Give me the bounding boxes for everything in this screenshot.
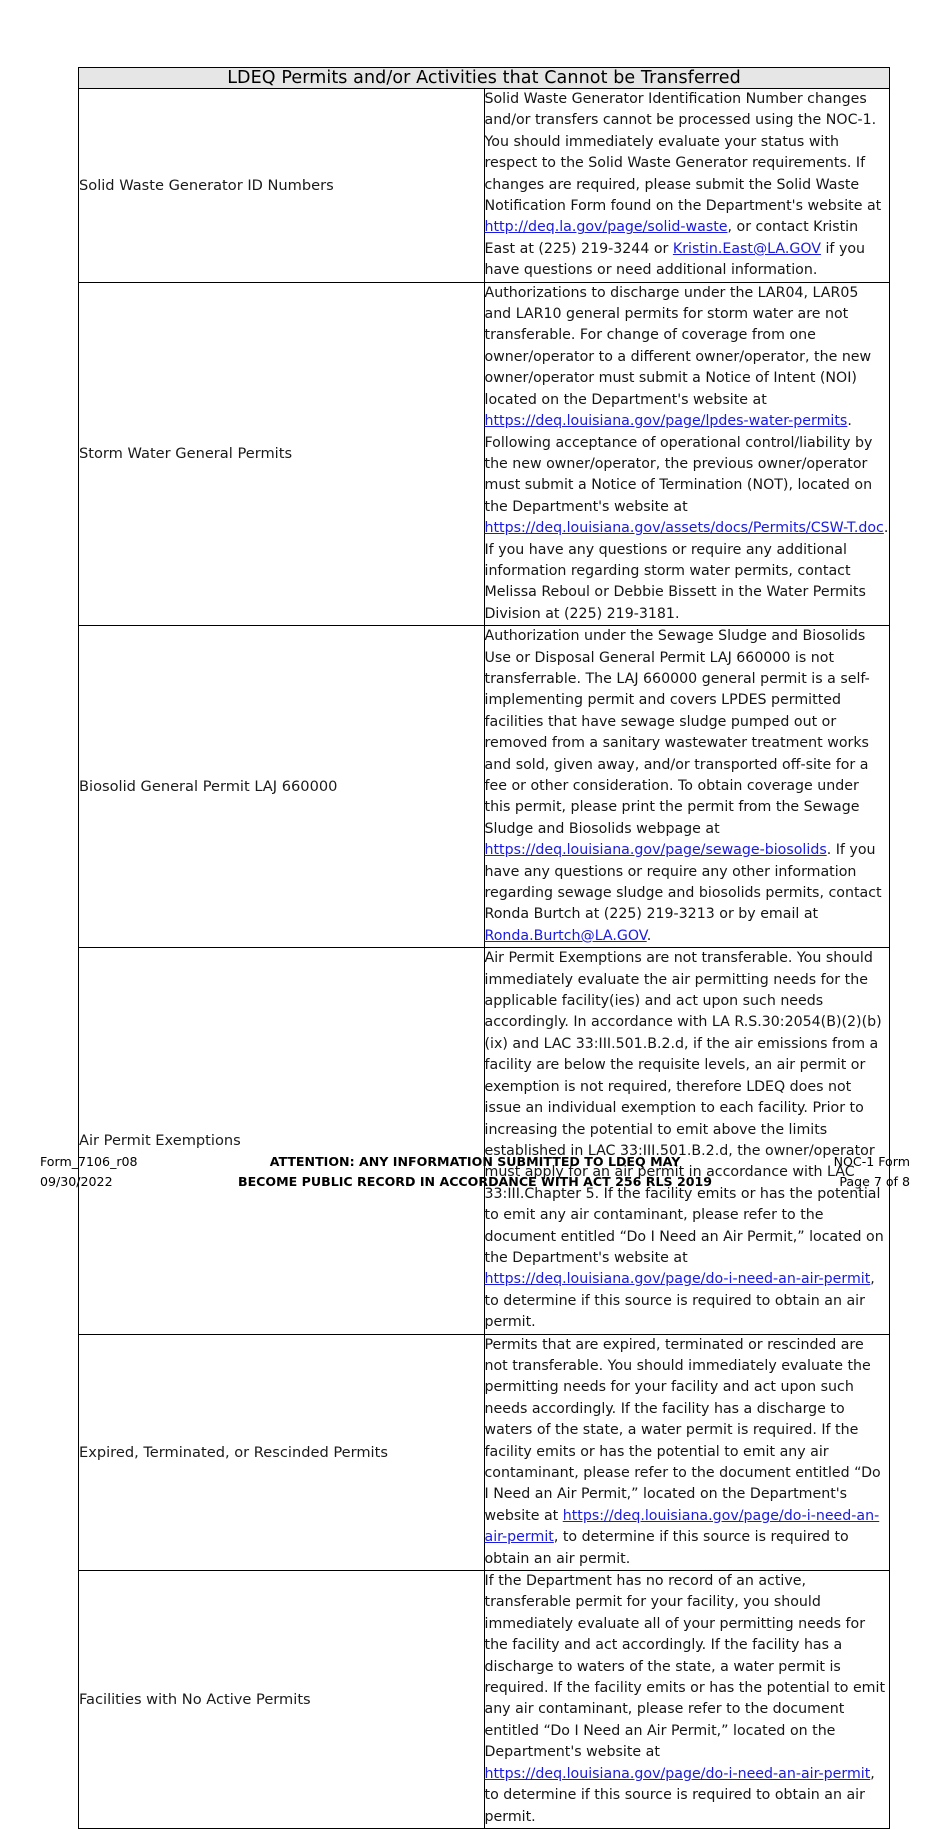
footer-form-date: 09/30/2022 bbox=[40, 1174, 113, 1189]
table-body bbox=[79, 89, 890, 1829]
footer-form-name: NOC-1 Form bbox=[833, 1154, 910, 1169]
document-link[interactable]: https://deq.louisiana.gov/page/do-i-need-an-air-permit bbox=[484, 1507, 880, 1546]
row-label-air-permit-exemptions: Air Permit Exemptions bbox=[79, 948, 485, 1334]
row-body-solid-waste-generator-id-numbers: Solid Waste Generator Identification Number changes and/or transfers cannot be processed using the NOC-1. You should immediately evaluate your status with respect to the Solid Waste Generator requirements. If changes are required, please submit the Solid Waste Notification Form found on the Department's website at http://deq.la.gov/page/solid-waste, or contact Kristin East at (225) 219-3244 or Kristin.East@LA.GOV if you have questions or need additional information. bbox=[484, 89, 890, 283]
table-row bbox=[79, 282, 890, 626]
row-body-air-permit-exemptions: Air Permit Exemptions are not transferable. You should immediately evaluate the air permitting needs for the applicable facility(ies) and act upon such needs accordingly. In accordance with LA R.S.30:2054(B)(2)(b)(ix) and LAC 33:III.501.B.2.d, if the air emissions from a facility are below the requisite levels, an air permit or exemption is not required, therefore LDEQ does not issue an individual exemption to each facility. Prior to increasing the potential to emit above the limits established in LAC 33:III.501.B.2.d, the owner/operator must apply for an air permit in accordance with LAC 33:III.Chapter 5. If the facility emits or has the potential to emit any air contaminant, please refer to the document entitled “Do I Need an Air Permit,” located on the Department's website at https://deq.louisiana.gov/page/do-i-need-an-air-permit, to determine if this source is required to obtain an air permit. bbox=[484, 948, 890, 1334]
table-title-row bbox=[79, 68, 890, 89]
document-link[interactable]: https://deq.louisiana.gov/page/lpdes-water-permits bbox=[484, 413, 848, 430]
footer-notice-line-1: ATTENTION: ANY INFORMATION SUBMITTED TO LDEQ MAY bbox=[269, 1154, 681, 1169]
row-body-expired-terminated-rescinded-permits: Permits that are expired, terminated or rescinded are not transferable. You should immediately evaluate the permitting needs for your facility and act upon such needs accordingly. If the facility has a discharge to waters of the state, a water permit is required. If the facility emits or has the potential to emit any air contaminant, please refer to the document entitled “Do I Need an Air Permit,” located on the Department's website at https://deq.louisiana.gov/page/do-i-need-an-air-permit, to determine if this source is required to obtain an air permit. bbox=[484, 1334, 890, 1570]
row-body-biosolid-general-permit: Authorization under the Sewage Sludge and Biosolids Use or Disposal General Permit LAJ 660000 is not transferrable. The LAJ 660000 general permit is a self-implementing permit and covers LPDES permitted facilities that have sewage sludge pumped out or removed from a sanitary wastewater treatment works and sold, given away, and/or transported off-site for a fee or other consideration. To obtain coverage under this permit, please print the permit from the Sewage Sludge and Biosolids webpage at https://deq.louisiana.gov/page/sewage-biosolids. If you have any questions or require any other information regarding sewage sludge and biosolids permits, contact Ronda Burtch at (225) 219-3213 or by email at Ronda.Burtch@LA.GOV. bbox=[484, 626, 890, 948]
document-link[interactable]: Ronda.Burtch@LA.GOV bbox=[484, 927, 647, 944]
footer-page-number: Page 7 of 8 bbox=[839, 1174, 910, 1189]
document-link[interactable]: https://deq.louisiana.gov/page/do-i-need-an-air-permit bbox=[484, 1765, 871, 1782]
row-label-solid-waste-generator-id-numbers: Solid Waste Generator ID Numbers bbox=[79, 89, 485, 283]
document-link[interactable]: https://deq.louisiana.gov/page/sewage-biosolids bbox=[484, 842, 827, 859]
document-link[interactable]: https://deq.louisiana.gov/assets/docs/Permits/CSW-T.doc bbox=[484, 520, 884, 537]
row-label-expired-terminated-rescinded-permits: Expired, Terminated, or Rescinded Permits bbox=[79, 1334, 485, 1570]
table-row bbox=[79, 1571, 890, 1829]
document-link[interactable]: Kristin.East@LA.GOV bbox=[672, 240, 821, 257]
row-label-storm-water-general-permits: Storm Water General Permits bbox=[79, 282, 485, 626]
footer-line-2 bbox=[40, 1172, 910, 1192]
table-row bbox=[79, 89, 890, 283]
table-row bbox=[79, 1334, 890, 1570]
table-head bbox=[79, 68, 890, 89]
footer-notice-line-2: BECOME PUBLIC RECORD IN ACCORDANCE WITH ACT 256 RLS 2019 bbox=[237, 1174, 713, 1189]
footer-line-1 bbox=[40, 1152, 910, 1172]
permits-table bbox=[78, 67, 890, 1829]
table-row bbox=[79, 948, 890, 1334]
document-link[interactable]: https://deq.louisiana.gov/page/do-i-need-an-air-permit bbox=[484, 1271, 871, 1288]
table-title: LDEQ Permits and/or Activities that Cannot be Transferred bbox=[79, 68, 890, 89]
row-body-storm-water-general-permits: Authorizations to discharge under the LAR04, LAR05 and LAR10 general permits for storm water are not transferable. For change of coverage from one owner/operator to a different owner/operator, the new owner/operator must submit a Notice of Intent (NOI) located on the Department's website at https://deq.louisiana.gov/page/lpdes-water-permits. Following acceptance of operational control/liability by the new owner/operator, the previous owner/operator must submit a Notice of Termination (NOT), located on the Department's website at https://deq.louisiana.gov/assets/docs/Permits/CSW-T.doc. If you have any questions or require any additional information regarding storm water permits, contact Melissa Reboul or Debbie Bissett in the Water Permits Division at (225) 219-3181. bbox=[484, 282, 890, 626]
row-label-biosolid-general-permit: Biosolid General Permit LAJ 660000 bbox=[79, 626, 485, 948]
page-footer bbox=[40, 1152, 910, 1202]
document-link[interactable]: http://deq.la.gov/page/solid-waste bbox=[484, 219, 728, 236]
row-body-facilities-with-no-active-permits: If the Department has no record of an active, transferable permit for your facility, you should immediately evaluate all of your permitting needs for the facility and act accordingly. If the facility has a discharge to waters of the state, a water permit is required. If the facility emits or has the potential to emit any air contaminant, please refer to the document entitled “Do I Need an Air Permit,” located on the Department's website at https://deq.louisiana.gov/page/do-i-need-an-air-permit, to determine if this source is required to obtain an air permit. bbox=[484, 1571, 890, 1829]
table-row bbox=[79, 626, 890, 948]
footer-form-number: Form_7106_r08 bbox=[40, 1154, 138, 1169]
row-label-facilities-with-no-active-permits: Facilities with No Active Permits bbox=[79, 1571, 485, 1829]
